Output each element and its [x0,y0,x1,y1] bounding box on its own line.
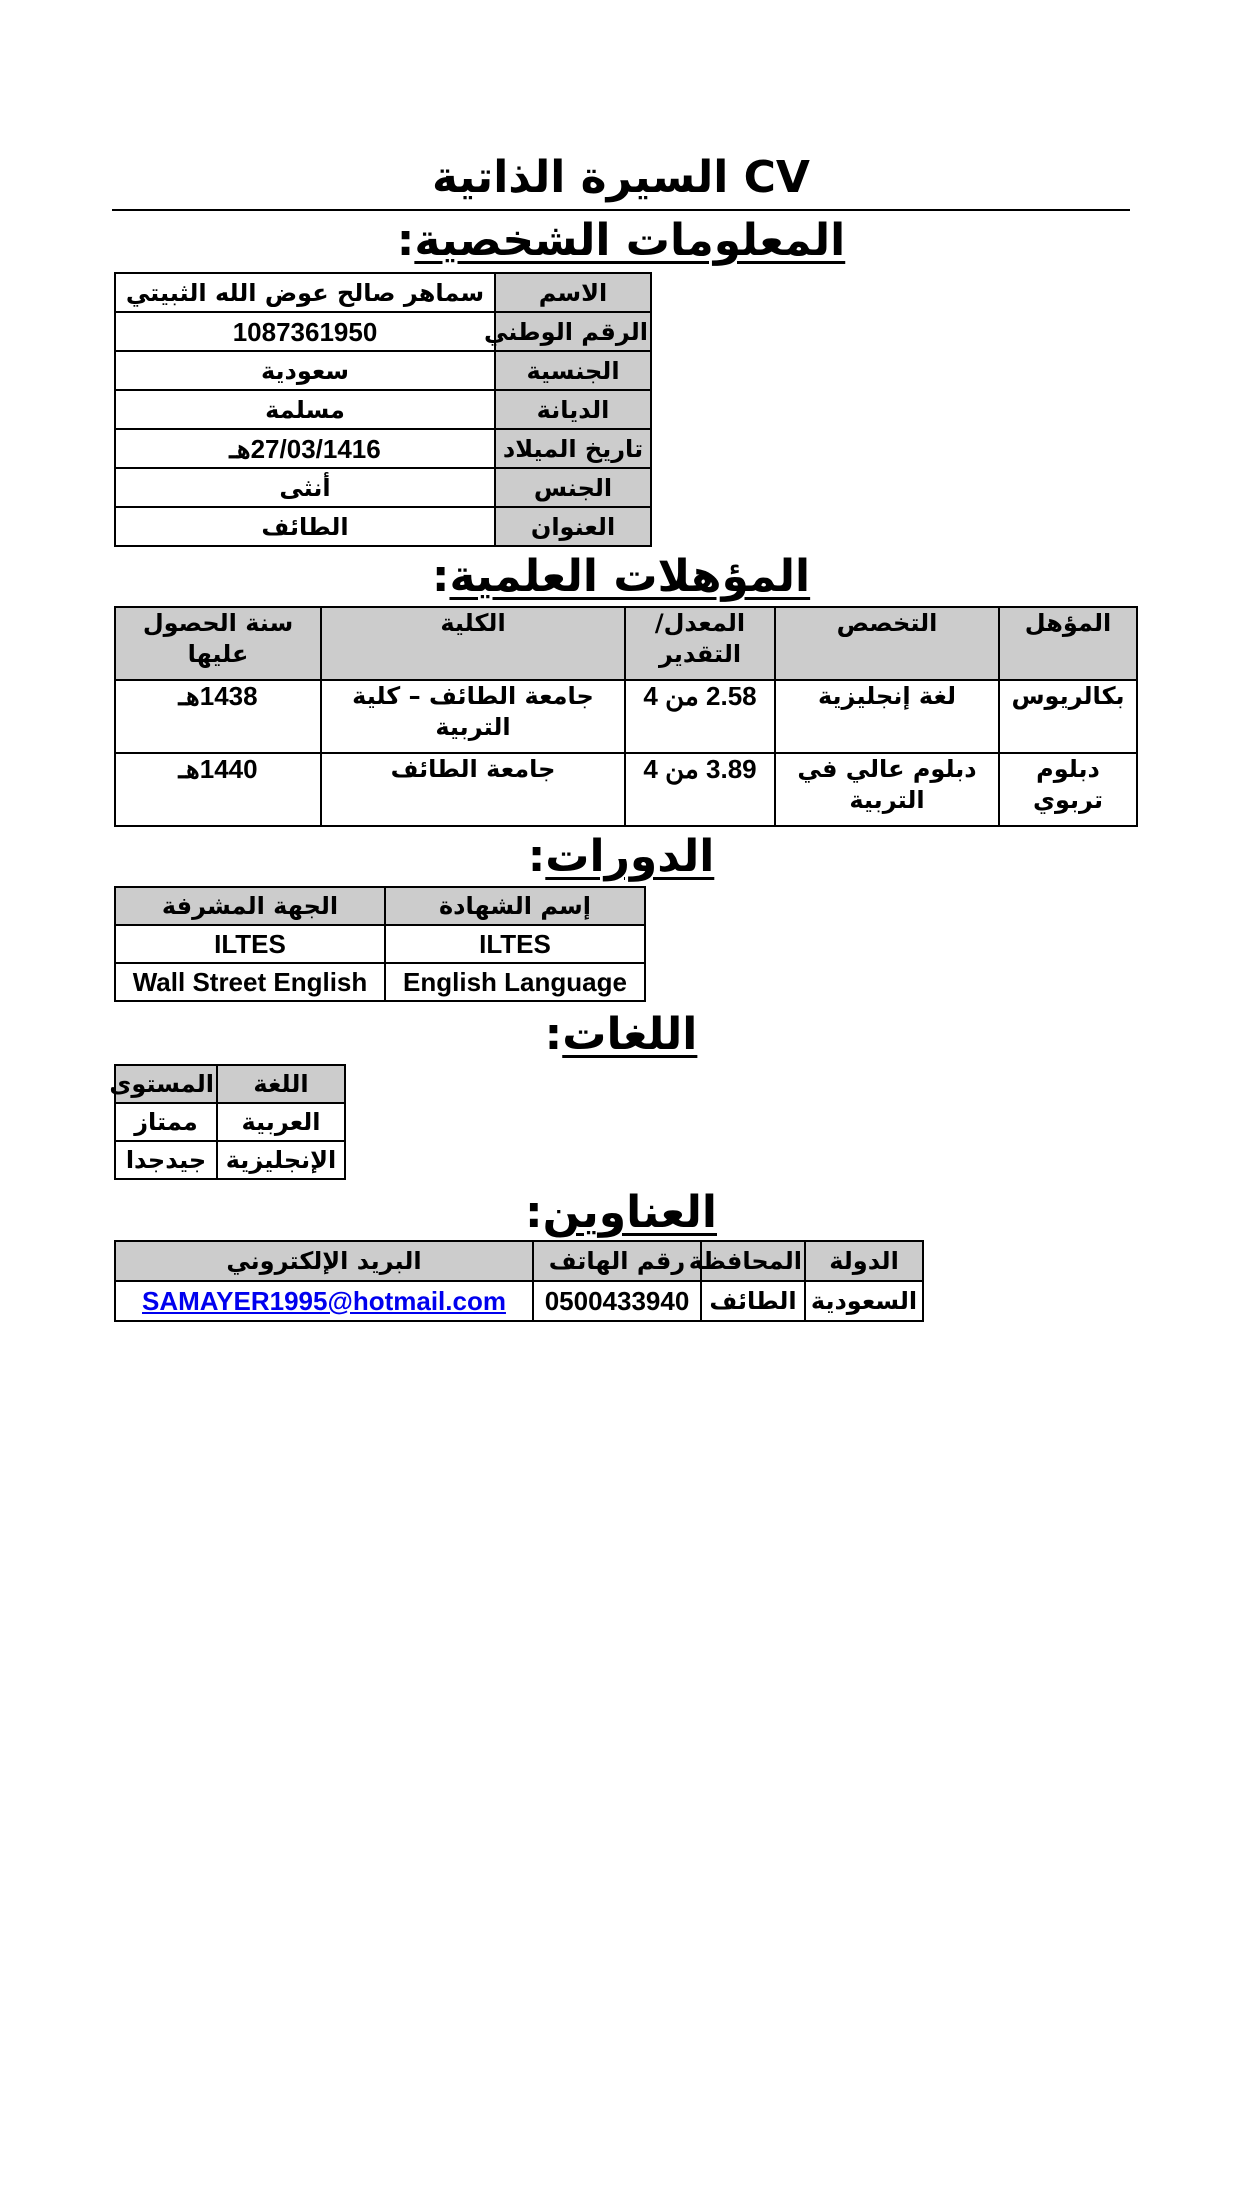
table-row [115,468,651,507]
value-address: الطائف [115,507,495,546]
cell-gpa: 2.58 من 4 [625,680,775,753]
col-college: الكلية [321,607,625,680]
cell-level: ممتاز [115,1103,217,1141]
addresses-heading-text: العناوين [542,1187,717,1238]
cell-phone: 0500433940 [533,1281,701,1321]
col-level: المستوى [115,1065,217,1103]
table-row [115,1281,923,1321]
cell-certificate: English Language [385,963,645,1001]
languages-table [109,1064,346,1180]
cell-language: العربية [217,1103,345,1141]
value-birthdate: 27/03/1416هـ [115,429,495,468]
personal-heading-text: المعلومات الشخصية [414,215,846,266]
qualifications-heading-colon: : [431,551,450,602]
table-row [115,1103,345,1141]
email-link[interactable]: SAMAYER1995@hotmail.com [142,1285,506,1316]
label-religion: الديانة [495,390,651,429]
cell-provider: Wall Street English [115,963,385,1001]
label-nationality: الجنسية [495,351,651,390]
cell-provider: ILTES [115,925,385,963]
cell-governorate: الطائف [701,1281,805,1321]
qualifications-heading-text: المؤهلات العلمية [449,551,811,602]
col-certificate: إسم الشهادة [385,887,645,925]
label-name: الاسم [495,273,651,312]
value-national-id: 1087361950 [115,312,495,351]
cell-language: الإنجليزية [217,1141,345,1179]
col-phone: رقم الهاتف [533,1241,701,1281]
personal-heading-colon: : [396,215,415,266]
addresses-table [114,1240,924,1322]
qualifications-table [114,606,1138,827]
cell-major: دبلوم عالي في التربية [775,753,999,826]
table-row [115,1141,345,1179]
label-birthdate: تاريخ الميلاد [495,429,651,468]
cell-qualification: دبلوم تربوي [999,753,1137,826]
cell-year: 1438هـ [115,680,321,753]
cell-email [115,1281,533,1321]
value-nationality: سعودية [115,351,495,390]
col-qualification: المؤهل [999,607,1137,680]
label-national-id: الرقم الوطني [495,312,651,351]
cell-country: السعودية [805,1281,923,1321]
col-governorate: المحافظة [701,1241,805,1281]
col-country: الدولة [805,1241,923,1281]
cell-college: جامعة الطائف – كلية التربية [321,680,625,753]
table-row [115,963,645,1001]
title-divider [112,209,1130,211]
col-provider: الجهة المشرفة [115,887,385,925]
col-gpa: المعدل/ التقدير [625,607,775,680]
col-language: اللغة [217,1065,345,1103]
table-row [115,753,1137,826]
value-name: سماهر صالح عوض الله الثبيتي [115,273,495,312]
courses-table [114,886,646,1002]
page-title: CV السيرة الذاتية [432,152,810,203]
label-gender: الجنس [495,468,651,507]
personal-table [114,272,652,547]
col-year: سنة الحصول عليها [115,607,321,680]
table-row [115,429,651,468]
col-email: البريد الإلكتروني [115,1241,533,1281]
table-header-row [115,1241,923,1281]
table-row [115,312,651,351]
addresses-heading [0,1184,1242,1242]
cell-level: جيدجدا [115,1141,217,1179]
courses-heading-colon: : [527,831,546,882]
table-header-row [115,607,1137,680]
value-gender: أنثى [115,468,495,507]
label-address: العنوان [495,507,651,546]
table-row [115,273,651,312]
table-row [115,925,645,963]
languages-heading-colon: : [544,1009,563,1060]
value-religion: مسلمة [115,390,495,429]
cell-qualification: بكالريوس [999,680,1137,753]
table-row [115,680,1137,753]
col-major: التخصص [775,607,999,680]
table-header-row [115,1065,345,1103]
languages-heading [0,1006,1242,1064]
languages-heading-text: اللغات [562,1009,698,1060]
cell-major: لغة إنجليزية [775,680,999,753]
courses-heading [0,828,1242,886]
table-row [115,507,651,546]
cell-college: جامعة الطائف [321,753,625,826]
qualifications-heading [0,548,1242,606]
personal-heading [0,212,1242,270]
table-row [115,390,651,429]
table-header-row [115,887,645,925]
cell-year: 1440هـ [115,753,321,826]
table-row [115,351,651,390]
addresses-heading-colon: : [525,1187,543,1238]
cell-gpa: 3.89 من 4 [625,753,775,826]
cell-certificate: ILTES [385,925,645,963]
courses-heading-text: الدورات [545,831,715,882]
